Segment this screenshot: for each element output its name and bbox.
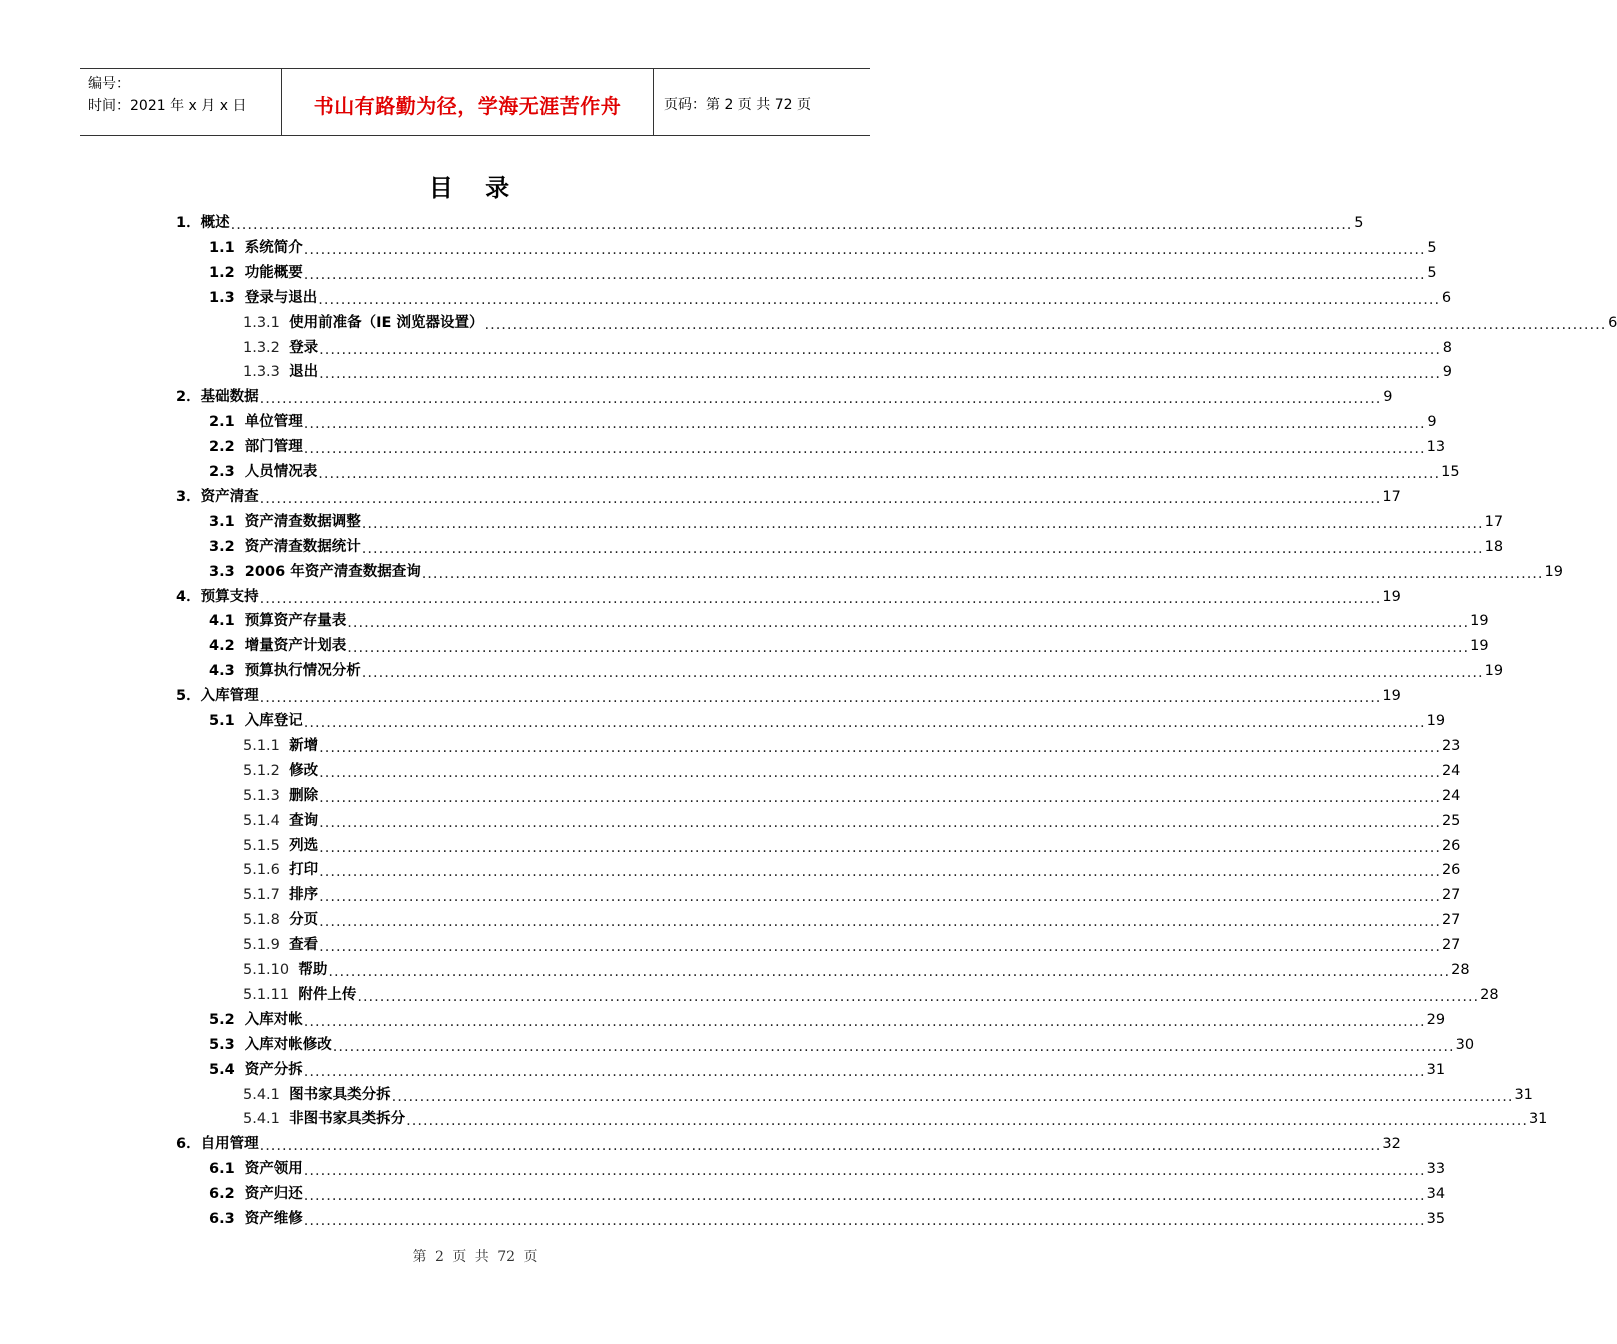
toc-entry-number: 2． — [176, 389, 201, 406]
header-motto: 书山有路勤为径，学海无涯苦作舟 — [282, 69, 654, 135]
dot-leader: ........................................................................................................................................................................................................ — [303, 1013, 1426, 1030]
toc-entry-label: 列选 — [289, 837, 319, 854]
toc-entry[interactable] — [209, 1154, 1446, 1180]
toc-entry[interactable] — [209, 283, 1452, 308]
toc-entry-page: 5 — [1354, 215, 1364, 231]
toc-entry-page: 31 — [1514, 1086, 1533, 1103]
dot-leader: ........................................................................................................................................................................................................ — [391, 1088, 1514, 1105]
toc-entry[interactable] — [209, 532, 1504, 557]
toc-entry-label: 非图书家具类拆分 — [289, 1111, 406, 1128]
toc-entry-label: 查看 — [289, 937, 319, 954]
toc-entry-number: 1.3.2 — [243, 339, 290, 356]
toc-entry-number: 5.4 — [209, 1061, 245, 1078]
toc-entry-label: 单位管理 — [244, 414, 303, 431]
dot-leader: ........................................................................................................................................................................................................ — [319, 839, 1441, 856]
dot-leader: ........................................................................................................................................................................................................ — [319, 914, 1441, 931]
dot-leader: ........................................................................................................................................................................................................ — [361, 515, 1484, 532]
toc-entry[interactable] — [209, 432, 1446, 458]
toc-entry-number: 5.1.5 — [243, 837, 290, 854]
toc-entry-number: 1.3.3 — [243, 364, 290, 381]
toc-entry-number: 3． — [176, 488, 201, 505]
dot-leader: ........................................................................................................................................................................................................ — [319, 366, 1441, 383]
toc-entry-page: 8 — [1442, 339, 1452, 356]
dot-leader: ........................................................................................................................................................................................................ — [421, 565, 1544, 582]
dot-leader: ........................................................................................................................................................................................................ — [303, 1163, 1426, 1180]
toc-entry[interactable] — [209, 606, 1489, 632]
toc-entry-number: 5.1.4 — [243, 812, 290, 829]
toc-entry-label: 登录与退出 — [244, 289, 318, 306]
toc-entry[interactable] — [243, 930, 1461, 956]
toc-entry-number: 3.2 — [209, 538, 245, 555]
page-header — [80, 68, 870, 136]
toc-entry-label: 分页 — [289, 912, 319, 929]
toc-entry-number: 6.2 — [209, 1186, 245, 1203]
toc-entry[interactable] — [209, 407, 1437, 433]
toc-entry[interactable] — [243, 806, 1461, 831]
toc-entry-page: 19 — [1426, 713, 1446, 729]
dot-leader: ........................................................................................................................................................................................................ — [319, 814, 1441, 831]
toc-entry-number: 2.2 — [209, 439, 245, 456]
toc-entry-page: 31 — [1426, 1061, 1446, 1078]
header-page-info: 页码：第 2 页 共 72 页 — [664, 97, 811, 113]
toc-entry-label: 自用管理 — [200, 1136, 259, 1153]
toc-entry[interactable] — [209, 1179, 1446, 1205]
toc-entry-label: 2006 年资产清查数据查询 — [244, 563, 421, 580]
toc-entry-page: 9 — [1442, 364, 1452, 381]
toc-entry[interactable] — [209, 656, 1504, 682]
toc-entry[interactable] — [243, 855, 1461, 881]
toc-entry-page: 18 — [1484, 538, 1504, 555]
toc-entry-page: 26 — [1441, 837, 1461, 854]
toc-entry[interactable] — [243, 1080, 1533, 1105]
toc-entry-number: 5.4.1 — [243, 1111, 290, 1128]
toc-entry-page: 28 — [1480, 986, 1499, 1003]
toc-entry[interactable] — [243, 880, 1461, 906]
toc-entry[interactable] — [176, 382, 1393, 408]
toc-entry-number: 1.2 — [209, 264, 245, 281]
toc-entry-page: 9 — [1383, 389, 1393, 406]
toc-entry-label: 资产分拆 — [244, 1061, 303, 1078]
dot-leader: ........................................................................................................................................................................................................ — [303, 1188, 1426, 1205]
dot-leader: ........................................................................................................................................................................................................ — [319, 939, 1441, 956]
toc-entry-number: 1.3 — [209, 289, 245, 306]
toc-entry-label: 登录 — [289, 339, 319, 356]
dot-leader: ........................................................................................................................................................................................................ — [319, 739, 1441, 756]
toc-entry[interactable] — [243, 980, 1499, 1005]
toc-entry-label: 概述 — [200, 215, 230, 231]
toc-entry[interactable] — [209, 1055, 1446, 1080]
toc-entry[interactable] — [243, 357, 1452, 383]
toc-entry-number: 4.1 — [209, 613, 245, 630]
toc-title: 目 录 — [428, 174, 522, 202]
dot-leader: ........................................................................................................................................................................................................ — [484, 316, 1607, 333]
toc-entry-number: 5.1.10 — [243, 962, 299, 978]
toc-entry-number: 5． — [176, 688, 201, 705]
toc-entry-page: 30 — [1455, 1036, 1475, 1053]
dot-leader: ........................................................................................................................................................................................................ — [361, 540, 1484, 557]
toc-entry-page: 31 — [1528, 1111, 1548, 1128]
toc-entry[interactable] — [243, 308, 1617, 333]
toc-entry-number: 6.1 — [209, 1161, 245, 1178]
toc-entry-label: 预算资产存量表 — [244, 613, 347, 630]
toc-entry[interactable] — [209, 233, 1437, 258]
toc-entry[interactable] — [209, 631, 1489, 657]
dot-leader: ........................................................................................................................................................................................................ — [319, 889, 1441, 906]
toc-entry-page: 28 — [1451, 962, 1470, 978]
toc-entry-number: 5.3 — [209, 1036, 245, 1053]
dot-leader: ........................................................................................................................................................................................................ — [328, 964, 1451, 980]
toc-entry[interactable] — [243, 831, 1461, 856]
toc-entry-page: 19 — [1544, 563, 1563, 580]
toc-entry-page: 27 — [1441, 887, 1461, 904]
toc-entry-page: 26 — [1441, 862, 1461, 879]
toc-entry-number: 4.3 — [209, 663, 245, 680]
toc-entry[interactable] — [243, 905, 1461, 931]
toc-entry[interactable] — [209, 1204, 1446, 1229]
toc-entry-page: 6 — [1441, 289, 1452, 306]
toc-entry-number: 2.1 — [209, 414, 245, 431]
toc-entry-page: 19 — [1484, 663, 1504, 680]
toc-entry-page: 32 — [1382, 1136, 1401, 1153]
toc-entry-label: 查询 — [289, 812, 319, 829]
dot-leader: ........................................................................................................................................................................................................ — [319, 789, 1441, 806]
toc-entry[interactable] — [243, 731, 1461, 756]
dot-leader: ........................................................................................................................................................................................................ — [303, 441, 1426, 458]
toc-entry-number: 5.1.6 — [243, 862, 290, 879]
toc-entry-page: 27 — [1441, 937, 1461, 954]
toc-entry[interactable] — [209, 457, 1460, 482]
toc-entry-number: 5.4.1 — [243, 1086, 290, 1103]
toc-entry-page: 5 — [1427, 239, 1437, 256]
toc-entry[interactable] — [243, 756, 1461, 781]
toc-entry[interactable] — [176, 1129, 1401, 1155]
toc-entry-label: 修改 — [289, 762, 319, 779]
toc-entry[interactable] — [243, 955, 1470, 980]
dot-leader: ........................................................................................................................................................................................................ — [406, 1113, 1528, 1130]
toc-entry-number: 6． — [176, 1136, 201, 1153]
dot-leader: ........................................................................................................................................................................................................ — [318, 466, 1441, 482]
toc-entry-page: 29 — [1426, 1011, 1446, 1028]
toc-entry-label: 系统简介 — [244, 239, 303, 256]
toc-entry[interactable] — [243, 781, 1461, 806]
dot-leader: ........................................................................................................................................................................................................ — [318, 291, 1441, 308]
toc-entry-page: 33 — [1426, 1161, 1446, 1178]
toc-entry-page: 9 — [1427, 414, 1437, 431]
toc-entry[interactable] — [209, 557, 1563, 582]
toc-entry-page: 23 — [1441, 737, 1461, 754]
toc-entry-label: 资产维修 — [244, 1211, 303, 1227]
toc-entry-label: 人员情况表 — [244, 464, 318, 480]
dot-leader: ........................................................................................................................................................................................................ — [332, 1038, 1455, 1055]
toc-entry-page: 35 — [1426, 1211, 1446, 1227]
toc-entry-label: 增量资产计划表 — [244, 638, 347, 655]
dot-leader: ........................................................................................................................................................................................................ — [319, 764, 1441, 781]
toc-entry[interactable] — [176, 208, 1364, 233]
toc-entry-page: 34 — [1426, 1186, 1446, 1203]
dot-leader: ........................................................................................................................................................................................................ — [303, 241, 1426, 258]
toc-entry-label: 资产清查数据统计 — [244, 538, 361, 555]
toc-entry-label: 使用前准备（IE 浏览器设置） — [289, 314, 484, 331]
toc-entry[interactable] — [176, 681, 1401, 707]
toc-entry-number: 3.1 — [209, 513, 245, 530]
toc-entry-label: 打印 — [289, 862, 319, 879]
toc-entry-page: 24 — [1441, 787, 1461, 804]
toc-entry-label: 部门管理 — [244, 439, 303, 456]
dot-leader: ........................................................................................................................................................................................................ — [303, 715, 1426, 731]
toc-entry[interactable] — [209, 507, 1504, 532]
toc-entry-label: 预算执行情况分析 — [244, 663, 361, 680]
toc-entry-page: 17 — [1484, 513, 1504, 530]
toc-entry[interactable] — [209, 1005, 1446, 1030]
toc-entry-number: 4.2 — [209, 638, 245, 655]
toc-entry-label: 入库登记 — [244, 713, 303, 729]
toc-entry-number: 5.1.2 — [243, 762, 290, 779]
dot-leader: ........................................................................................................................................................................................................ — [259, 590, 1382, 607]
header-meta — [80, 69, 282, 135]
dot-leader: ........................................................................................................................................................................................................ — [361, 665, 1484, 682]
toc-entry-label: 排序 — [289, 887, 319, 904]
toc-entry-number: 6.3 — [209, 1211, 245, 1227]
time-label: 时间：2021 年 x 月 x 日 — [88, 98, 247, 114]
toc-entry-label: 附件上传 — [298, 986, 357, 1003]
toc-entry-label: 退出 — [289, 364, 319, 381]
toc-entry-page: 17 — [1382, 488, 1401, 505]
toc-entry-number: 5.1.3 — [243, 787, 290, 804]
toc-entry-label: 资产领用 — [244, 1161, 303, 1178]
dot-leader: ........................................................................................................................................................................................................ — [357, 988, 1480, 1005]
toc-entry-page: 24 — [1441, 762, 1461, 779]
dot-leader: ........................................................................................................................................................................................................ — [319, 341, 1441, 358]
toc-entry-label: 入库对帐修改 — [244, 1036, 332, 1053]
toc-entry-page: 19 — [1382, 688, 1401, 705]
toc-entry-label: 帮助 — [298, 962, 328, 978]
toc-entry-label: 资产归还 — [244, 1186, 303, 1203]
dot-leader: ........................................................................................................................................................................................................ — [347, 640, 1470, 657]
toc-entry-label: 删除 — [289, 787, 319, 804]
toc-entry-number: 5.1.8 — [243, 912, 290, 929]
dot-leader: ........................................................................................................................................................................................................ — [319, 864, 1441, 881]
dot-leader: ........................................................................................................................................................................................................ — [259, 1138, 1382, 1155]
toc-entry-number: 5.1.1 — [243, 737, 290, 754]
toc-entry-label: 资产清查 — [200, 488, 259, 505]
dot-leader: ........................................................................................................................................................................................................ — [303, 1063, 1426, 1080]
dot-leader: ........................................................................................................................................................................................................ — [303, 266, 1426, 283]
toc-entry-number: 1.1 — [209, 239, 245, 256]
toc-entry-number: 4． — [176, 588, 201, 605]
toc-entry-number: 1． — [176, 215, 201, 231]
dot-leader: ........................................................................................................................................................................................................ — [230, 217, 1353, 233]
toc-entry-page: 6 — [1608, 314, 1617, 331]
toc-entry[interactable] — [209, 706, 1446, 731]
toc-entry-label: 入库对帐 — [244, 1011, 303, 1028]
toc-entry-label: 资产清查数据调整 — [244, 513, 361, 530]
dot-leader: ........................................................................................................................................................................................................ — [303, 416, 1426, 433]
toc-entry-page: 27 — [1441, 912, 1461, 929]
serial-label: 编号： — [88, 76, 130, 92]
toc-entry[interactable] — [243, 1104, 1548, 1130]
toc-entry-number: 5.1 — [209, 713, 245, 729]
toc-entry-page: 19 — [1470, 638, 1489, 655]
toc-entry[interactable] — [176, 482, 1401, 507]
toc-entry-page: 19 — [1382, 588, 1401, 605]
toc-entry-number: 5.1.7 — [243, 887, 290, 904]
toc-entry-number: 2.3 — [209, 464, 245, 480]
toc-entry-number: 5.1.11 — [243, 986, 299, 1003]
toc-entry-number: 3.3 — [209, 563, 245, 580]
toc-entry[interactable] — [176, 582, 1401, 607]
toc-entry[interactable] — [243, 333, 1452, 358]
toc-entry-number: 5.1.9 — [243, 937, 290, 954]
toc-entry-label: 基础数据 — [200, 389, 259, 406]
toc-entry-page: 15 — [1441, 464, 1460, 480]
toc-entry-label: 功能概要 — [244, 264, 303, 281]
toc-entry-label: 新增 — [289, 737, 319, 754]
toc-entry-page: 13 — [1426, 439, 1446, 456]
toc-entry-label: 预算支持 — [200, 588, 259, 605]
dot-leader: ........................................................................................................................................................................................................ — [303, 1213, 1426, 1229]
toc-entry[interactable] — [209, 1030, 1475, 1055]
dot-leader: ........................................................................................................................................................................................................ — [259, 391, 1382, 408]
toc-entry-label: 入库管理 — [200, 688, 259, 705]
toc-entry-number: 5.2 — [209, 1011, 245, 1028]
toc-entry-page: 25 — [1441, 812, 1461, 829]
dot-leader: ........................................................................................................................................................................................................ — [347, 615, 1470, 632]
dot-leader: ........................................................................................................................................................................................................ — [259, 690, 1382, 707]
dot-leader: ........................................................................................................................................................................................................ — [259, 490, 1382, 507]
toc-entry-label: 图书家具类分拆 — [289, 1086, 391, 1103]
toc-entry[interactable] — [209, 258, 1437, 283]
toc-entry-page: 5 — [1427, 264, 1437, 281]
toc-entry-page: 19 — [1470, 613, 1489, 630]
page-footer: 第 2 页 共 72 页 — [412, 1249, 538, 1265]
toc-entry-number: 1.3.1 — [243, 314, 290, 331]
